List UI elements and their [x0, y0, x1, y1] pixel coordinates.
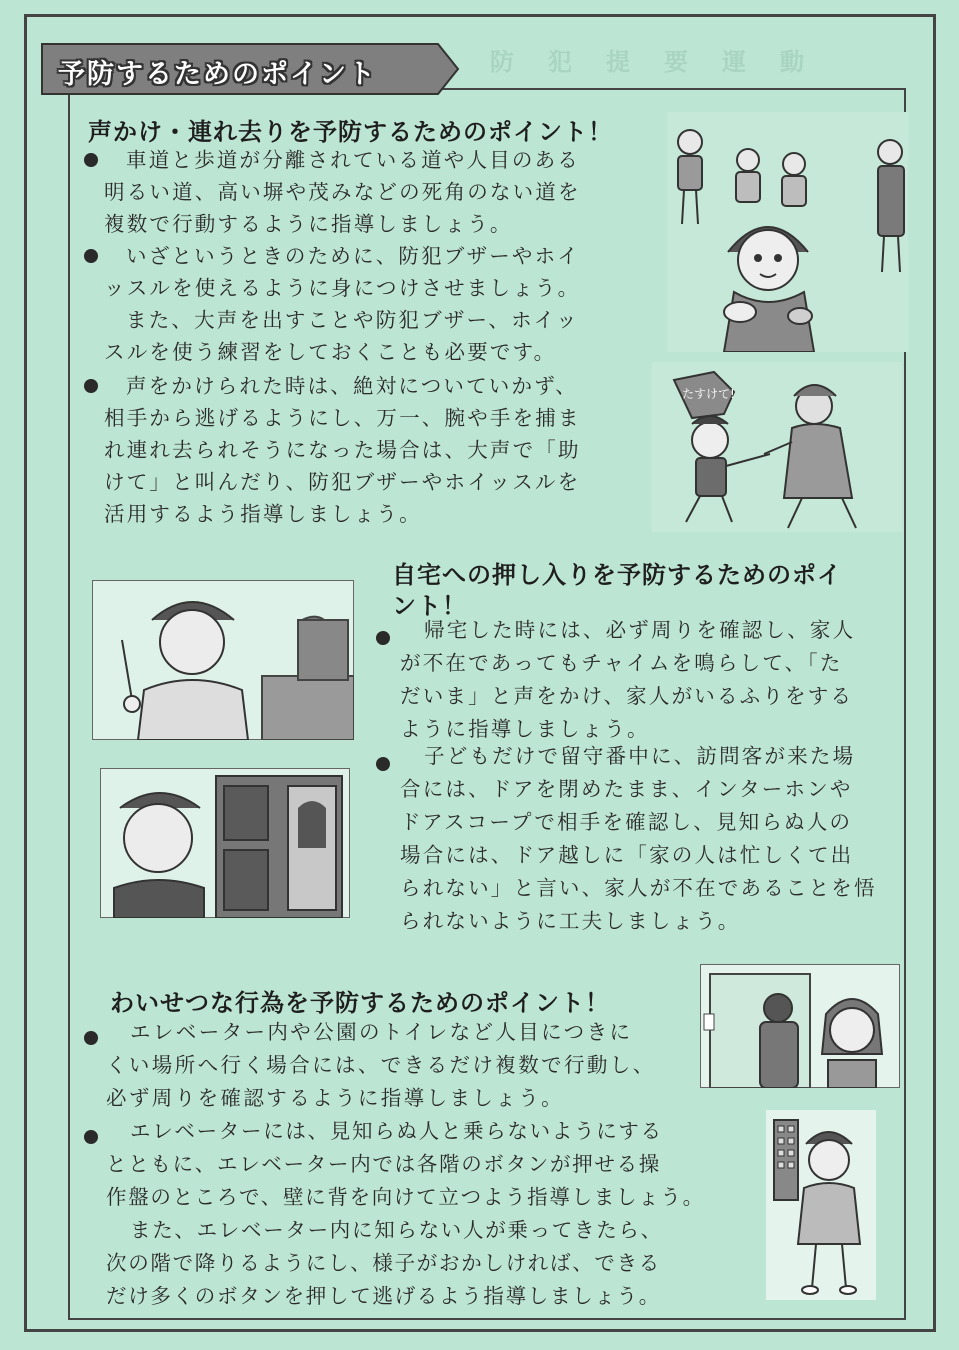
elevator-illustration [700, 964, 900, 1088]
section3-bullet2 [106, 1115, 705, 1313]
section2-title-line2: ント！ [392, 592, 467, 620]
text-line: られない」と言い、家人が不在であることを悟 [400, 876, 877, 900]
section2-title-line1: 自宅への押し入りを予防するためのポイ [392, 561, 842, 589]
text-line: いざというときのために、防犯ブザーやホイ [126, 244, 580, 268]
section3-bullet2-dot [84, 1130, 98, 1144]
text-line: が不在であってもチャイムを鳴らして、「た [400, 651, 843, 675]
text-line: 車道と歩道が分離されている道や人目のある [126, 148, 580, 172]
text-line: だけ多くのボタンを押して逃げるよう指導しましょう。 [106, 1284, 661, 1308]
text-line: また、大声を出すことや防犯ブザー、ホイッ [126, 308, 579, 332]
text-line: ように指導しましょう。 [400, 717, 650, 741]
text-line: られないように工夫しましょう。 [400, 909, 741, 933]
text-line: 作盤のところで、壁に背を向けて立つよう指導しましょう。 [106, 1185, 705, 1209]
section1-bullet2 [104, 240, 580, 368]
text-line: 合には、ドアを閉めたまま、インターホンや [400, 777, 853, 801]
elevator-panel-illustration [766, 1110, 876, 1300]
text-line: また、エレベーター内に知らない人が乗ってきたら、 [130, 1218, 663, 1242]
text-line: 複数で行動するように指導しましょう。 [104, 212, 513, 236]
text-line: エレベーターには、見知らぬ人と乗らないようにする [130, 1119, 663, 1143]
section2-title [392, 555, 842, 621]
help-bubble-text: たすけて! [682, 387, 735, 401]
section1-bullet3 [104, 370, 581, 530]
section1-title: 声かけ・連れ去りを予防するためのポイント！ [88, 118, 613, 146]
section1-bullet1 [104, 144, 581, 240]
text-line: 場合には、ドア越しに「家の人は忙しくて出 [400, 843, 854, 867]
text-line: だいま」と声をかけ、家人がいるふりをする [400, 684, 854, 708]
section3-bullet1-dot [84, 1031, 98, 1045]
text-line: 声をかけられた時は、絶対についていかず、 [126, 374, 578, 398]
text-line: ッスルを使えるように身につけさせましょう。 [104, 276, 581, 300]
section2-bullet2-dot [376, 757, 390, 771]
section-header-tab [40, 42, 460, 96]
text-line: れ連れ去られそうになった場合は、大声で「助 [104, 438, 581, 462]
ghost-header-text: 防犯提要運動 [490, 48, 838, 76]
text-line: 必ず周りを確認するように指導しましょう。 [106, 1086, 564, 1110]
door-visitor-illustration [100, 768, 350, 918]
section3-title: わいせつな行為を予防するためのポイント！ [110, 989, 610, 1017]
section3-bullet1 [106, 1016, 656, 1115]
section1-bullet2-dot [84, 249, 98, 263]
section2-bullet1-dot [376, 631, 390, 645]
text-line: くい場所へ行く場合には、できるだけ複数で行動し、 [106, 1053, 656, 1077]
text-line: 活用するよう指導しましょう。 [104, 502, 422, 526]
text-line: 次の階で降りるようにし、様子がおかしければ、できる [106, 1251, 661, 1275]
text-line: 子どもだけで留守番中に、訪問客が来た場 [424, 744, 856, 768]
text-line: エレベーター内や公園のトイレなど人目につきに [130, 1020, 633, 1044]
section1-bullet1-dot [84, 153, 98, 167]
text-line: けて」と叫んだり、防犯ブザーやホイッスルを [104, 470, 581, 494]
text-line: とともに、エレベーター内では各階のボタンが押せる操 [106, 1152, 661, 1176]
text-line: スルを使う練習をしておくことも必要です。 [104, 340, 557, 364]
page-title: 予防するためのポイント [58, 59, 377, 90]
text-line: 帰宅した時には、必ず周りを確認し、家人 [424, 618, 856, 642]
text-line: 相手から逃げるようにし、万一、腕や手を捕ま [104, 406, 581, 430]
section2-bullet1 [400, 614, 855, 746]
boy-home-illustration [92, 580, 354, 740]
section2-bullet2 [400, 740, 877, 938]
kids-whistle-illustration [668, 112, 908, 352]
section1-bullet3-dot [84, 379, 98, 393]
text-line: 明るい道、高い塀や茂みなどの死角のない道を [104, 180, 581, 204]
struggle-illustration [652, 362, 902, 532]
text-line: ドアスコープで相手を確認し、見知らぬ人の [400, 810, 853, 834]
